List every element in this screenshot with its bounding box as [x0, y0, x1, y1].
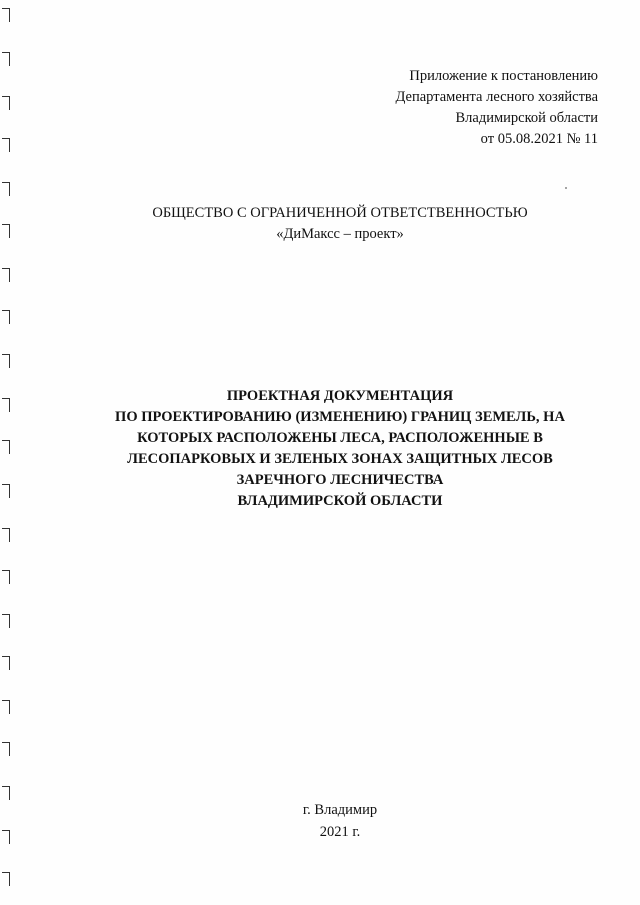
- approval-block: [298, 66, 598, 150]
- binding-mark: [2, 614, 10, 628]
- document-title: [0, 386, 640, 512]
- binding-mark: [2, 354, 10, 368]
- title-line: ПО ПРОЕКТИРОВАНИЮ (ИЗМЕНЕНИЮ) ГРАНИЦ ЗЕМЕЛЬ, НА: [115, 409, 565, 425]
- organization-name: ОБЩЕСТВО С ОГРАНИЧЕННОЙ ОТВЕТСТВЕННОСТЬЮ: [152, 205, 528, 221]
- organization-short-name: «ДиМаксс – проект»: [276, 226, 404, 242]
- binding-mark: [2, 96, 10, 110]
- approval-line: Департамента лесного хозяйства: [395, 89, 598, 105]
- binding-mark: [2, 656, 10, 670]
- binding-mark: [2, 570, 10, 584]
- approval-line: Владимирской области: [455, 110, 598, 126]
- binding-mark: [2, 528, 10, 542]
- title-line: ВЛАДИМИРСКОЙ ОБЛАСТИ: [237, 493, 443, 509]
- binding-mark: [2, 8, 10, 22]
- binding-mark: [2, 872, 10, 886]
- organization-block: [0, 203, 640, 245]
- place-and-year: [0, 799, 640, 843]
- binding-mark: [2, 700, 10, 714]
- year: 2021 г.: [319, 824, 361, 840]
- binding-mark: [2, 268, 10, 282]
- title-line: ЗАРЕЧНОГО ЛЕСНИЧЕСТВА: [236, 472, 444, 488]
- binding-mark: [2, 310, 10, 324]
- binding-mark: [2, 182, 10, 196]
- binding-mark: [2, 742, 10, 756]
- approval-line: Приложение к постановлению: [409, 68, 598, 84]
- approval-line: от 05.08.2021 № 11: [480, 131, 598, 147]
- title-line: КОТОРЫХ РАСПОЛОЖЕНЫ ЛЕСА, РАСПОЛОЖЕННЫЕ В: [137, 430, 543, 446]
- title-line: ЛЕСОПАРКОВЫХ И ЗЕЛЕНЫХ ЗОНАХ ЗАЩИТНЫХ ЛЕСОВ: [127, 451, 553, 467]
- binding-mark: [2, 786, 10, 800]
- binding-mark: [2, 52, 10, 66]
- binding-mark: [2, 138, 10, 152]
- title-line: ПРОЕКТНАЯ ДОКУМЕНТАЦИЯ: [226, 388, 454, 404]
- scan-speck: [565, 187, 567, 189]
- city: г. Владимир: [302, 802, 378, 818]
